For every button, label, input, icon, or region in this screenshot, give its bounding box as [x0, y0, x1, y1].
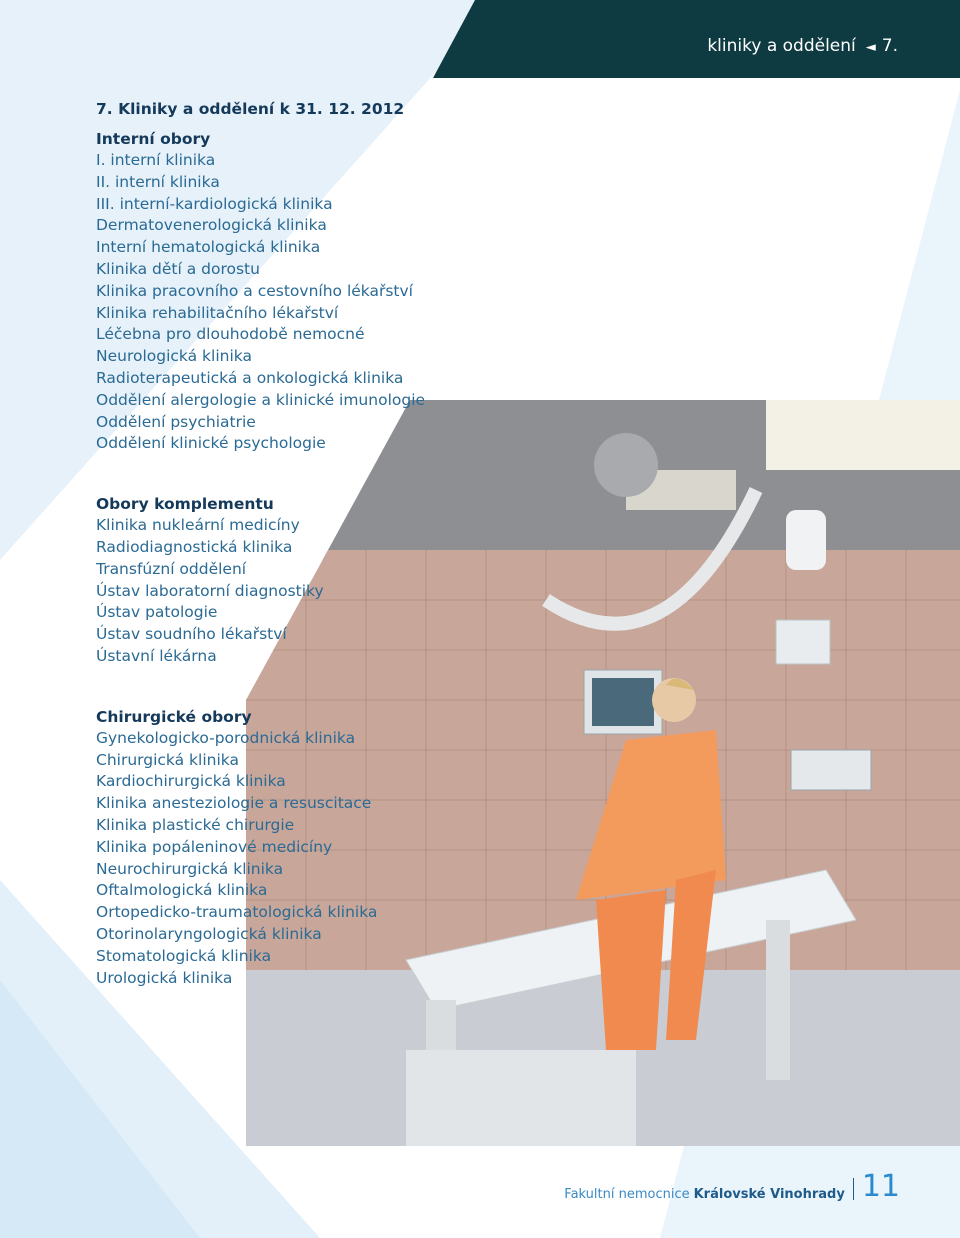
list-item: II. interní klinika — [96, 172, 220, 191]
list-item: Radiodiagnostická klinika — [96, 537, 293, 556]
departments-list — [96, 100, 516, 1027]
list-item: Ortopedicko-traumatologická klinika — [96, 903, 378, 922]
list-item: Gynekologicko-porodnická klinika — [96, 728, 356, 747]
chapter-number: 7. — [881, 36, 898, 56]
list-item: Chirurgická klinika — [96, 750, 239, 769]
list-item: Oddělení psychiatrie — [96, 412, 256, 431]
list-item: Ústav laboratorní diagnostiky — [96, 581, 324, 600]
list-item: Klinika dětí a dorostu — [96, 259, 260, 278]
list-item: Klinika popáleninové medicíny — [96, 837, 333, 856]
section-title: Obory komplementu — [96, 495, 274, 514]
list-item: Klinika anesteziologie a resuscitace — [96, 794, 372, 813]
list-item: Dermatovenerologická klinika — [96, 216, 327, 235]
list-item: Urologická klinika — [96, 968, 233, 987]
chapter-label: kliniky a oddělení — [707, 36, 856, 56]
footer-hospital-prefix: Fakultní nemocnice — [564, 1187, 690, 1202]
section-obory-komplementu — [96, 493, 516, 668]
list-item: Oddělení klinické psychologie — [96, 434, 326, 453]
list-item: Stomatologická klinika — [96, 946, 272, 965]
list-item: I. interní klinika — [96, 151, 216, 169]
list-item: Ústavní lékárna — [96, 646, 217, 665]
list-item: Neurochirurgická klinika — [96, 859, 284, 878]
list-item: Otorinolaryngologická klinika — [96, 924, 322, 943]
list-item: III. interní-kardiologická klinika — [96, 194, 333, 213]
chapter-arrow-icon: ◄ — [865, 40, 876, 55]
section-title: Interní obory — [96, 130, 211, 148]
list-item: Interní hematologická klinika — [96, 238, 321, 257]
list-item: Klinika plastické chirurgie — [96, 815, 295, 834]
footer-hospital-name: Královské Vinohrady — [693, 1187, 845, 1202]
list-item: Léčebna pro dlouhodobě nemocné — [96, 325, 365, 344]
footer-divider — [853, 1178, 854, 1200]
list-item: Oddělení alergologie a klinické imunologie — [96, 390, 426, 409]
section-title: Chirurgické obory — [96, 707, 252, 726]
list-item: Transfúzní oddělení — [96, 559, 247, 578]
list-item: Ústav patologie — [96, 603, 218, 622]
list-item: Oftalmologická klinika — [96, 881, 268, 900]
list-item: Radioterapeutická a onkologická klinika — [96, 368, 404, 387]
page-number: 11 — [861, 1169, 900, 1204]
page-title: 7. Kliniky a oddělení k 31. 12. 2012 — [96, 100, 405, 118]
section-chirurgicke-obory — [96, 706, 516, 990]
list-item: Klinika pracovního a cestovního lékařství — [96, 281, 413, 300]
section-interni-obory — [96, 128, 516, 455]
list-item: Kardiochirurgická klinika — [96, 772, 286, 791]
list-item: Klinika nukleární medicíny — [96, 516, 300, 535]
chapter-header — [707, 36, 898, 56]
list-item: Klinika rehabilitačního lékařství — [96, 303, 339, 322]
list-item: Neurologická klinika — [96, 347, 252, 366]
list-item: Ústav soudního lékařství — [96, 625, 287, 644]
page-footer — [564, 1162, 900, 1202]
